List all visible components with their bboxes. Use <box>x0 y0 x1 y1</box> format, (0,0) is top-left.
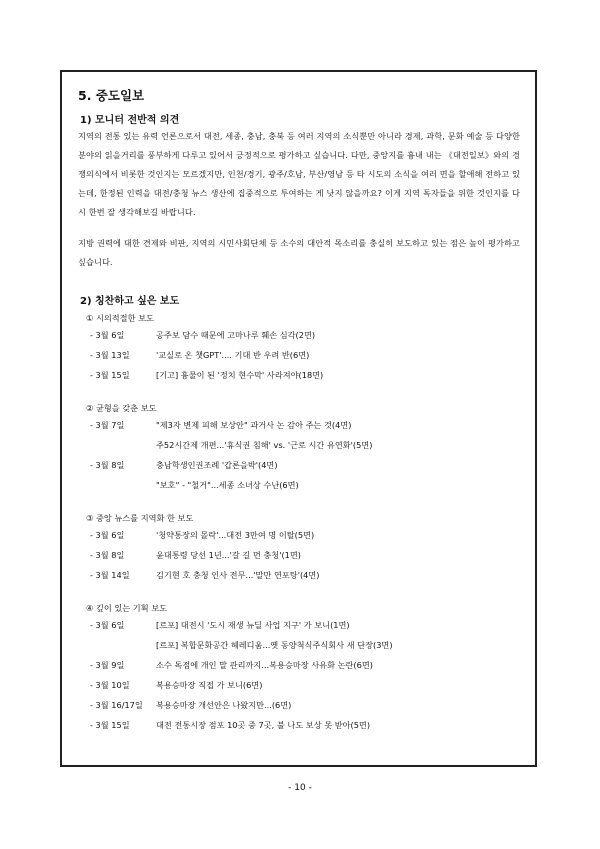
category-title-in-depth: ④ 깊이 있는 기획 보도 <box>86 603 168 613</box>
section-title: 5. 중도일보 <box>78 88 145 103</box>
praise-heading: 2) 칭찬하고 싶은 보도 <box>80 296 180 307</box>
item-text: "보호" - "철거"...세종 소녀상 수난(6면) <box>156 480 299 490</box>
monitor-paragraph-1: 지역의 전통 있는 유력 언론으로서 대전, 세종, 충남, 충북 등 여러 지역의 소식뿐만 아니라 경제, 과학, 문화 예술 등 다양한 분야의 읽을거리를 풍부하게 다루고 있어서 긍정적으로 평가하고 싶습니다. 다만, 중앙지를 흉내 내는 《대전일보》와의 경쟁의식에서 비롯한 것인지는 모르겠지만, 인천/경기, 광주/호남, 부산/영남 등 타 시도의 소식을 여러 면을 할애해 전하고 있는데, 한정된 인력을 대전/충청 뉴스 생산에 집중적으로 투여하는 게 낫지 않을까요? 이게 지역 독자들을 위한 것인지를 다시 한번 잘 생각해보길 바랍니다. <box>78 131 520 217</box>
item-date: - 3월 6일 <box>90 530 125 540</box>
item-date: - 3월 7일 <box>90 420 125 430</box>
item-text: '청약통장의 몰락'...대전 3만여 명 이탈(5면) <box>156 530 315 540</box>
page-number: - 10 - <box>288 783 312 793</box>
item-date: - 3월 13일 <box>90 350 130 360</box>
item-text: '교실로 온 챗GPT'.... 기대 반 우려 반(6면) <box>156 350 310 360</box>
monitor-paragraph-2: 지방 권력에 대한 견제와 비판, 지역의 시민사회단체 등 소수의 대안적 목소리를 충실히 보도하고 있는 점은 높이 평가하고 싶습니다. <box>78 238 520 267</box>
item-text: 대전 전통시장 점포 10곳 중 7곳, 불 나도 보상 못 받아(5면) <box>156 720 371 730</box>
item-date: - 3월 8일 <box>90 460 125 470</box>
category-title-localized: ③ 중앙 뉴스를 지역화 한 보도 <box>86 513 194 523</box>
item-text: 윤대통령 당선 1년...'갈 길 먼 충청'(1면) <box>156 550 301 560</box>
item-text: [르포] 복합문화공간 헤레디움...옛 동양척식주식회사 새 단장(3면) <box>156 640 393 650</box>
item-text: 충남학생인권조례 '갑론을박'(4면) <box>156 460 278 470</box>
item-text: 복용승마장 직접 가 보니(6면) <box>156 680 263 690</box>
item-text: 김기현 호 충청 인사 전무...'말만 연포탕'(4면) <box>156 570 320 580</box>
item-date: - 3월 15일 <box>90 370 130 380</box>
item-text: 주52시간제 개편...'휴식권 침해' vs. '근로 시간 유연화'(5면) <box>156 440 373 450</box>
item-date: - 3월 6일 <box>90 330 125 340</box>
item-text: 복용승마장 개선안은 나왔지만...(6면) <box>156 700 292 710</box>
item-date: - 3월 8일 <box>90 550 125 560</box>
category-title-balanced: ② 균형을 갖춘 보도 <box>86 403 157 413</box>
item-text: "제3자 변제 피해 보상안" 과거사 논 감아 주는 것(4면) <box>156 420 352 430</box>
item-text: 공주보 담수 때문에 고마나루 훼손 심각(2면) <box>156 330 316 340</box>
item-date: - 3월 10일 <box>90 680 130 690</box>
item-date: - 3월 14일 <box>90 570 130 580</box>
item-date: - 3월 15일 <box>90 720 130 730</box>
monitor-heading: 1) 모니터 전반적 의견 <box>80 115 180 126</box>
item-text: 소수 독점에 개인 말 관리까지...복용승마장 사유화 논란(6면) <box>156 660 373 670</box>
category-title-timely: ① 시의적절한 보도 <box>86 313 154 323</box>
item-date: - 3월 6일 <box>90 620 125 630</box>
item-date: - 3월 9일 <box>90 660 125 670</box>
item-date: - 3월 16/17일 <box>90 700 143 710</box>
item-text: [기고] 흉물이 된 '정치 현수막' 사라져야(18면) <box>156 370 324 380</box>
item-text: [르포] 대전시 '도시 재생 뉴딜 사업 지구' 가 보니(1면) <box>156 620 350 630</box>
